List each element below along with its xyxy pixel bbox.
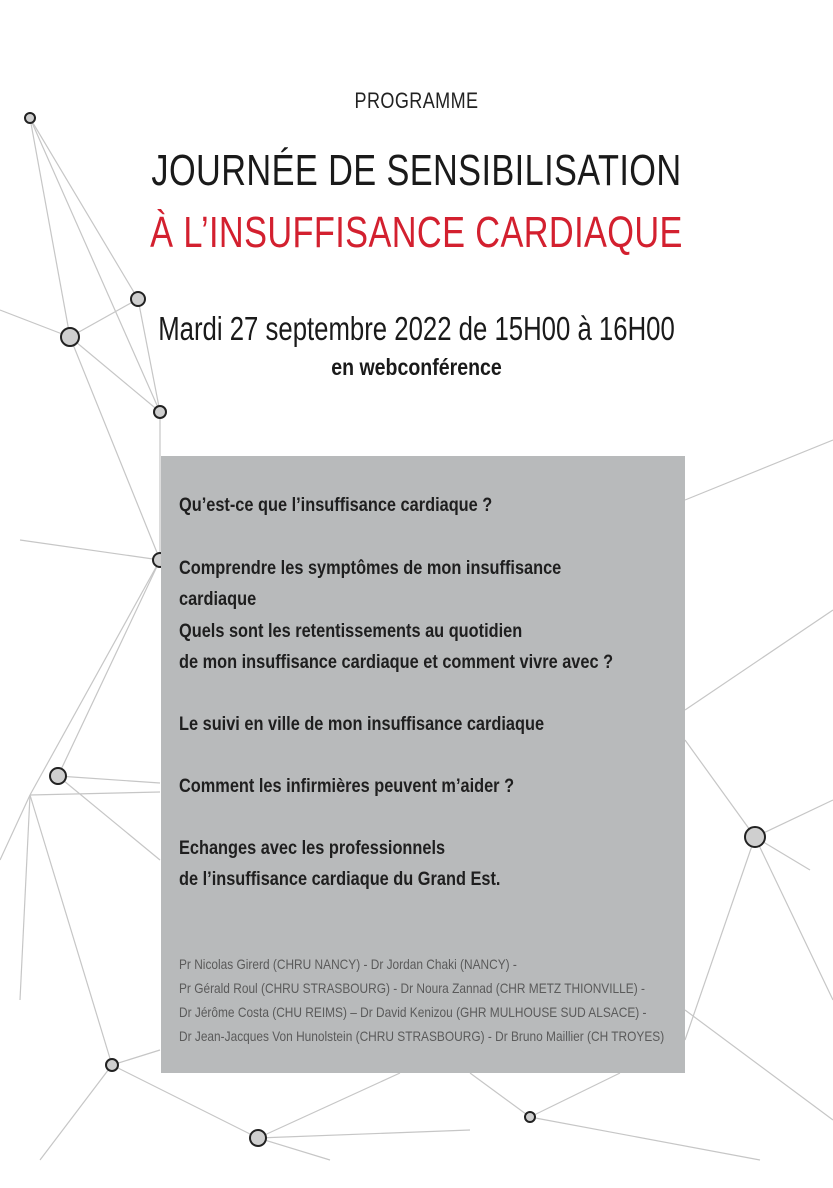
speakers-line: Dr Jean-Jacques Von Hunolstein (CHRU STRASBOURG) - Dr Bruno Maillier (CH TROYES) xyxy=(179,1028,665,1044)
program-item-line: Qu’est-ce que l’insuffisance cardiaque ? xyxy=(179,495,493,516)
speakers-line: Pr Gérald Roul (CHRU STRASBOURG) - Dr Noura Zannad (CHR METZ THIONVILLE) - xyxy=(179,980,645,996)
program-item xyxy=(179,833,626,895)
program-item xyxy=(179,616,626,678)
programme-label: PROGRAMME xyxy=(354,88,479,113)
program-item xyxy=(179,490,626,521)
event-mode: en webconférence xyxy=(331,354,502,380)
program-item-line: de mon insuffisance cardiaque et comment vivre avec ? xyxy=(179,652,614,673)
program-item xyxy=(179,709,626,740)
speakers-list xyxy=(179,952,665,1048)
program-item-line: Comprendre les symptômes de mon insuffisance cardiaque xyxy=(179,558,562,610)
program-item-line: de l’insuffisance cardiaque du Grand Est. xyxy=(179,869,501,890)
speakers-line: Dr Jérôme Costa (CHU REIMS) – Dr David Kenizou (GHR MULHOUSE SUD ALSACE) - xyxy=(179,1004,647,1020)
program-box xyxy=(161,456,685,1073)
program-item-line: Quels sont les retentissements au quotidien xyxy=(179,621,523,642)
page-title-line1: JOURNÉE DE SENSIBILISATION xyxy=(151,146,682,195)
program-item-line: Echanges avec les professionnels xyxy=(179,838,446,859)
program-item xyxy=(179,771,626,802)
program-item-line: Le suivi en ville de mon insuffisance cardiaque xyxy=(179,714,545,735)
program-item-line: Comment les infirmières peuvent m’aider ? xyxy=(179,776,515,797)
speakers-line: Pr Nicolas Girerd (CHRU NANCY) - Dr Jordan Chaki (NANCY) - xyxy=(179,956,517,972)
event-date: Mardi 27 septembre 2022 de 15H00 à 16H00 xyxy=(158,310,675,347)
page-title-line2: À L’INSUFFISANCE CARDIAQUE xyxy=(150,208,683,257)
program-item xyxy=(179,553,626,615)
